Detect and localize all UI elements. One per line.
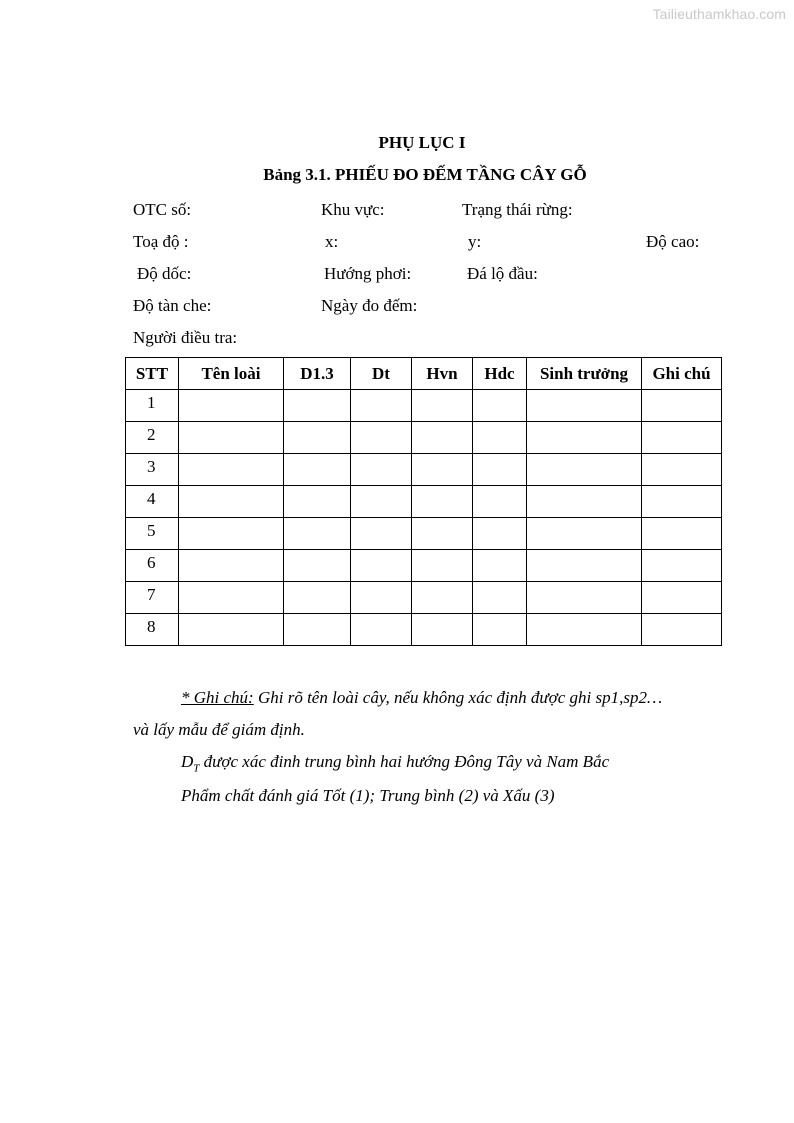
cell-d13[interactable] xyxy=(284,550,351,582)
cell-hdc[interactable] xyxy=(473,550,527,582)
cell-hdc[interactable] xyxy=(473,390,527,422)
cell-d13[interactable] xyxy=(284,454,351,486)
cell-dt[interactable] xyxy=(351,614,412,646)
row-number: 3 xyxy=(126,454,179,486)
label-ngay-do-dem: Ngày đo đếm: xyxy=(321,296,418,315)
cell-hvn[interactable] xyxy=(412,486,473,518)
cell-hvn[interactable] xyxy=(412,422,473,454)
cell-sinh-truong[interactable] xyxy=(527,550,642,582)
label-x: x: xyxy=(325,232,339,251)
col-header-ghi-chu: Ghi chú xyxy=(642,358,722,390)
cell-hvn[interactable] xyxy=(412,614,473,646)
col-header-dt: Dt xyxy=(351,358,412,390)
label-do-doc: Độ dốc: xyxy=(137,264,192,283)
cell-hdc[interactable] xyxy=(473,422,527,454)
label-nguoi-dieu-tra: Người điều tra: xyxy=(133,328,238,347)
label-otc: OTC số: xyxy=(133,200,192,219)
note-text-3: được xác đinh trung bình hai hướng Đông Tây và Nam Bắc xyxy=(199,752,610,771)
cell-sinh-truong[interactable] xyxy=(527,582,642,614)
row-number: 1 xyxy=(126,390,179,422)
col-header-ten-loai: Tên loài xyxy=(179,358,284,390)
dt-subscript: T xyxy=(193,762,200,775)
table-header-row xyxy=(126,358,722,390)
cell-hvn[interactable] xyxy=(412,454,473,486)
cell-hvn[interactable] xyxy=(412,518,473,550)
label-trang-thai-rung: Trạng thái rừng: xyxy=(462,200,573,219)
cell-hdc[interactable] xyxy=(473,454,527,486)
cell-ten-loai[interactable] xyxy=(179,518,284,550)
cell-dt[interactable] xyxy=(351,390,412,422)
table-row xyxy=(126,582,722,614)
row-number: 6 xyxy=(126,550,179,582)
cell-sinh-truong[interactable] xyxy=(527,422,642,454)
cell-ghi-chu[interactable] xyxy=(642,582,722,614)
cell-hdc[interactable] xyxy=(473,518,527,550)
cell-d13[interactable] xyxy=(284,422,351,454)
label-y: y: xyxy=(468,232,482,251)
table-title: Bảng 3.1. PHIẾU ĐO ĐẾM TẦNG CÂY GỖ xyxy=(263,165,587,184)
cell-ten-loai[interactable] xyxy=(179,550,284,582)
row-number: 2 xyxy=(126,422,179,454)
col-header-sinh-truong: Sinh trưởng xyxy=(527,358,642,390)
tree-tally-table xyxy=(125,357,722,646)
row-number: 7 xyxy=(126,582,179,614)
row-number: 5 xyxy=(126,518,179,550)
table-row xyxy=(126,518,722,550)
cell-ten-loai[interactable] xyxy=(179,422,284,454)
note-label: * Ghi chú: xyxy=(181,688,254,707)
cell-ghi-chu[interactable] xyxy=(642,454,722,486)
cell-ghi-chu[interactable] xyxy=(642,518,722,550)
cell-sinh-truong[interactable] xyxy=(527,454,642,486)
cell-dt[interactable] xyxy=(351,422,412,454)
col-header-hvn: Hvn xyxy=(412,358,473,390)
col-header-hdc: Hdc xyxy=(473,358,527,390)
cell-sinh-truong[interactable] xyxy=(527,518,642,550)
cell-d13[interactable] xyxy=(284,486,351,518)
cell-d13[interactable] xyxy=(284,582,351,614)
appendix-title: PHỤ LỤC I xyxy=(378,133,466,152)
cell-dt[interactable] xyxy=(351,454,412,486)
row-number: 4 xyxy=(126,486,179,518)
label-do-tan-che: Độ tàn che: xyxy=(133,296,212,315)
cell-ten-loai[interactable] xyxy=(179,582,284,614)
cell-dt[interactable] xyxy=(351,550,412,582)
cell-ghi-chu[interactable] xyxy=(642,390,722,422)
cell-ten-loai[interactable] xyxy=(179,390,284,422)
table-row xyxy=(126,390,722,422)
note-line-2: và lấy mẫu để giám định. xyxy=(133,720,305,739)
row-number: 8 xyxy=(126,614,179,646)
cell-d13[interactable] xyxy=(284,518,351,550)
cell-ten-loai[interactable] xyxy=(179,454,284,486)
cell-hvn[interactable] xyxy=(412,390,473,422)
cell-dt[interactable] xyxy=(351,582,412,614)
table-row xyxy=(126,422,722,454)
cell-hdc[interactable] xyxy=(473,582,527,614)
label-do-cao: Độ cao: xyxy=(646,232,700,251)
watermark-text: Tailieuthamkhao.com xyxy=(652,6,786,22)
cell-ten-loai[interactable] xyxy=(179,614,284,646)
cell-d13[interactable] xyxy=(284,390,351,422)
table-row xyxy=(126,614,722,646)
note-line-1 xyxy=(181,688,662,708)
cell-hdc[interactable] xyxy=(473,614,527,646)
label-toa-do: Toạ độ : xyxy=(133,232,189,251)
cell-hvn[interactable] xyxy=(412,550,473,582)
label-huong-phoi: Hướng phơi: xyxy=(324,264,412,283)
table-row xyxy=(126,454,722,486)
cell-ghi-chu[interactable] xyxy=(642,550,722,582)
table-row xyxy=(126,550,722,582)
label-da-lo-dau: Đá lộ đầu: xyxy=(467,264,538,283)
cell-ghi-chu[interactable] xyxy=(642,422,722,454)
cell-d13[interactable] xyxy=(284,614,351,646)
col-header-stt: STT xyxy=(126,358,179,390)
label-khu-vuc: Khu vực: xyxy=(321,200,385,219)
col-header-d13: D1.3 xyxy=(284,358,351,390)
table-row xyxy=(126,486,722,518)
cell-sinh-truong[interactable] xyxy=(527,486,642,518)
cell-dt[interactable] xyxy=(351,518,412,550)
note-text-1: Ghi rõ tên loài cây, nếu không xác định được ghi sp1,sp2… xyxy=(253,688,663,707)
cell-ghi-chu[interactable] xyxy=(642,614,722,646)
dt-symbol: D xyxy=(181,752,194,771)
note-line-4: Phẩm chất đánh giá Tốt (1); Trung bình (2) và Xấu (3) xyxy=(181,786,555,805)
cell-hvn[interactable] xyxy=(412,582,473,614)
cell-ghi-chu[interactable] xyxy=(642,486,722,518)
note-line-3 xyxy=(181,752,609,774)
cell-sinh-truong[interactable] xyxy=(527,390,642,422)
cell-ten-loai[interactable] xyxy=(179,486,284,518)
cell-hdc[interactable] xyxy=(473,486,527,518)
cell-dt[interactable] xyxy=(351,486,412,518)
cell-sinh-truong[interactable] xyxy=(527,614,642,646)
